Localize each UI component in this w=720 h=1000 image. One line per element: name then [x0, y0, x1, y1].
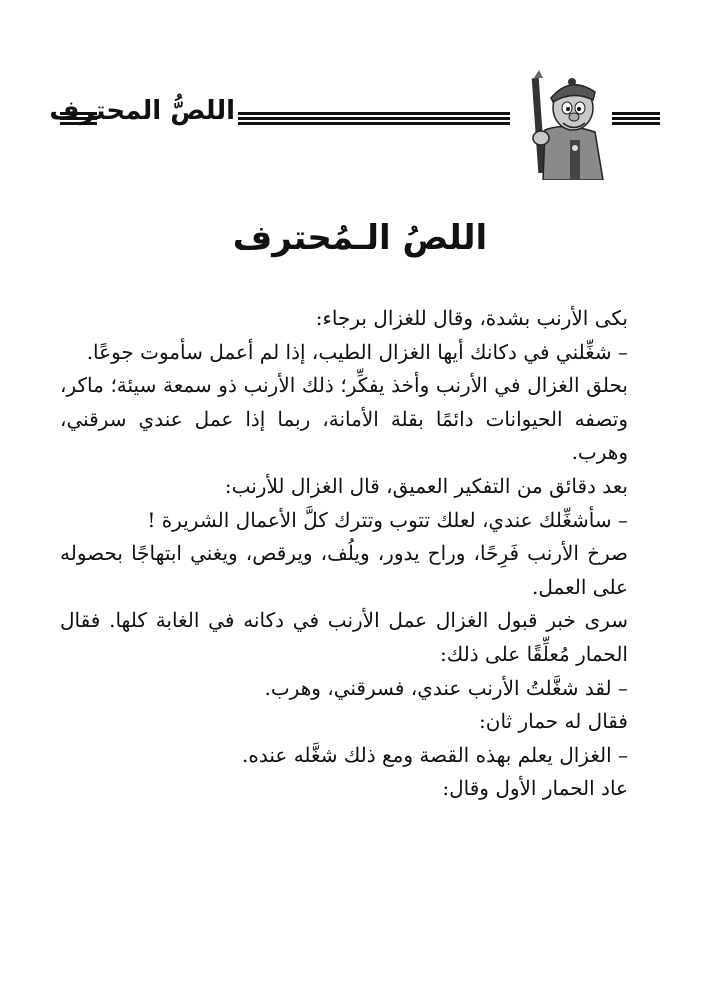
mascot-illustration-icon: [515, 70, 615, 180]
paragraph: بحلق الغزال في الأرنب وأخذ يفكِّر؛ ذلك الأرنب ذو سمعة سيئة؛ ماكر، وتصفه الحيوانات دائمًا بقلة الأمانة، ربما إذا عمل عندي سرقني، وهرب.: [60, 373, 628, 465]
paragraph: صرخ الأرنب فَرِحًا، وراح يدور، ويلُف، ويرقص، ويغني ابتهاجًا بحصوله على العمل.: [60, 541, 628, 599]
paragraph: بعد دقائق من التفكير العميق، قال الغزال للأرنب:: [224, 473, 628, 498]
page-header: [0, 70, 720, 180]
paragraph: فقال له حمار ثان:: [479, 709, 628, 734]
story-text: [60, 302, 658, 806]
header-rule-right: [612, 112, 660, 126]
paragraph: – لقد شغَّلتُ الأرنب عندي، فسرقني، وهرب.: [264, 675, 628, 700]
paragraph: – شغِّلني في دكانك أيها الغزال الطيب، إذا لم أعمل سأموت جوعًا.: [86, 339, 628, 364]
paragraph: – سأشغِّلك عندي، لعلك تتوب وتترك كلَّ الأعمال الشريرة !: [147, 507, 628, 532]
paragraph: – الغزال يعلم بهذه القصة ومع ذلك شغَّله عنده.: [242, 742, 628, 767]
paragraph: بكى الأرنب بشدة، وقال للغزال برجاء:: [315, 306, 628, 330]
header-rule-middle: [238, 112, 510, 126]
paragraph: سرى خبر قبول الغزال عمل الأرنب في دكانه في الغابة كلها. فقال الحمار مُعلِّقًا على ذلك:: [60, 608, 628, 666]
story-title: اللصُ الـمُحترف: [232, 218, 488, 258]
paragraph: عاد الحمار الأول وقال:: [442, 776, 628, 801]
header-title: اللصُّ المحترف: [49, 96, 235, 126]
